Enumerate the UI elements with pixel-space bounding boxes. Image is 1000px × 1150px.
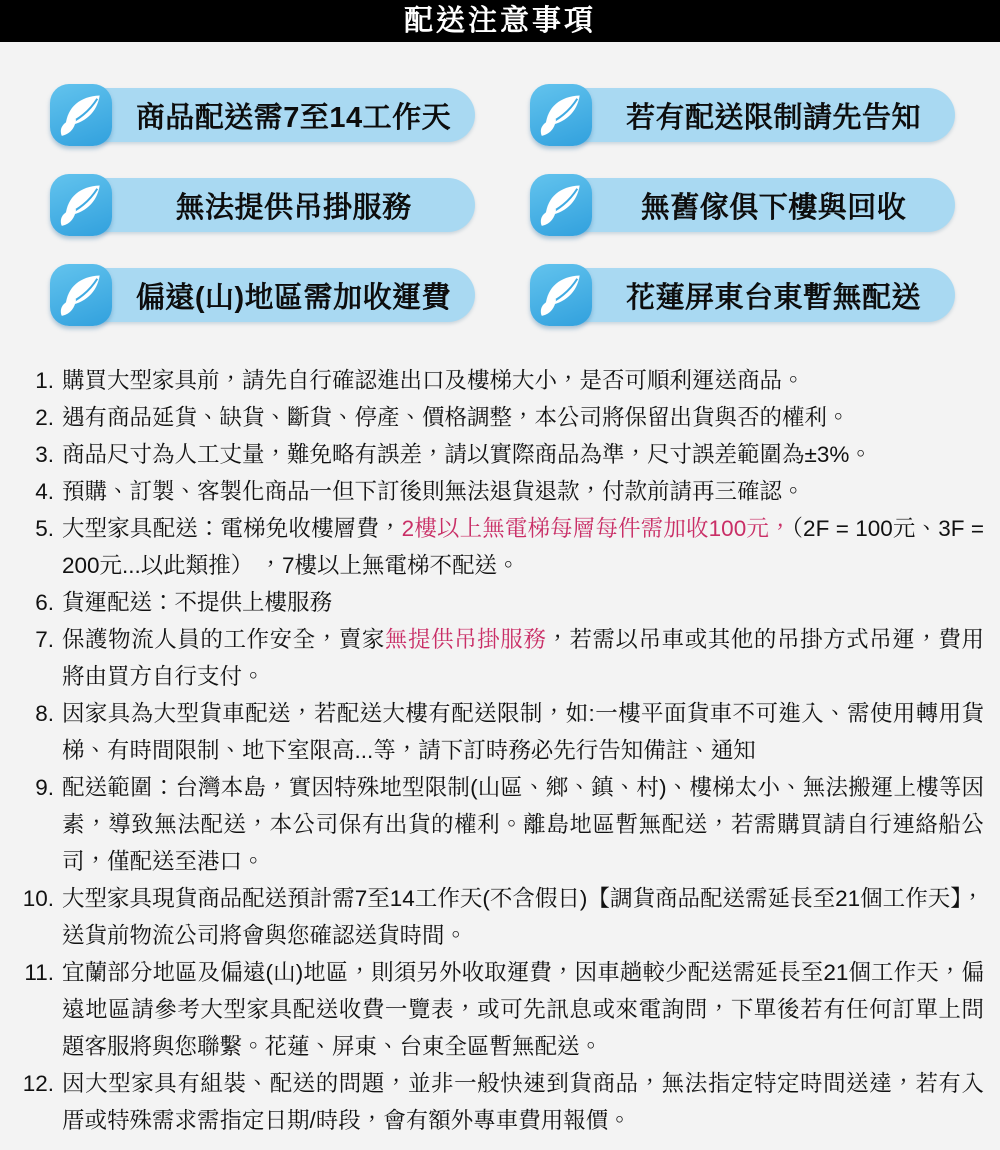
note-text [62, 436, 984, 473]
badge-label: 若有配送限制請先告知 [625, 101, 921, 134]
note-number: 9. [35, 775, 54, 800]
note-number: 5. [35, 516, 54, 541]
note-number: 11. [24, 960, 54, 985]
note-text-segment: （2F = 100元、3F = 200元...以此類推） ，7樓以上無電梯不配送。 [62, 516, 984, 578]
leaf-icon [530, 84, 592, 146]
note-text [62, 954, 984, 1065]
note-text-segment: 商品尺寸為人工丈量，難免略有誤差，請以實際商品為準，尺寸誤差範圍為±3%。 [62, 442, 872, 467]
note-text [62, 769, 984, 880]
badge-label: 無舊傢俱下樓與回收 [640, 191, 907, 224]
badge-label: 花蓮屏東台東暫無配送 [625, 281, 921, 314]
note-text-segment: ，若需以吊車或其他的吊掛方式吊運，費用將由買方自行支付。 [62, 627, 984, 689]
note-item [17, 621, 984, 695]
note-text [62, 1065, 984, 1139]
note-text-segment: 保護物流人員的工作安全，賣家 [62, 627, 385, 652]
leaf-icon [50, 84, 112, 146]
note-number: 1. [35, 368, 54, 393]
note-item [17, 399, 984, 436]
note-text-highlight: 無提供吊掛服務 [384, 627, 547, 652]
note-text [62, 473, 984, 510]
delivery-badge [530, 264, 955, 326]
note-text-segment: 因大型家具有組裝、配送的問題，並非一般快速到貨商品，無法指定特定時間送達，若有入厝或特殊需求需指定日期/時段，會有額外專車費用報價。 [62, 1071, 984, 1133]
note-text-segment: 宜蘭部分地區及偏遠(山)地區，則須另外收取運費，因車趟較少配送需延長至21個工作天，偏遠地區請參考大型家具配送收費一覽表，或可先訊息或來電詢問，下單後若有任何訂單上問題客服將與您聯繫。花蓮、屏東、台東全區暫無配送。 [62, 960, 984, 1059]
delivery-badge [530, 174, 955, 236]
delivery-badge [50, 84, 475, 146]
note-item [17, 510, 984, 584]
badge-grid [0, 42, 1000, 326]
note-text [62, 621, 984, 695]
delivery-badge [530, 84, 955, 146]
note-item [17, 880, 984, 954]
page-title-bar [0, 0, 1000, 42]
note-number: 3. [35, 442, 54, 467]
notes-list [0, 326, 1000, 1139]
note-text-segment: 因家具為大型貨車配送，若配送大樓有配送限制，如:一樓平面貨車不可進入、需使用轉用貨梯、有時間限制、地下室限高...等，請下訂時務必先行告知備註、通知 [62, 701, 984, 763]
note-number: 6. [35, 590, 54, 615]
note-number: 10. [22, 886, 54, 911]
note-text [62, 510, 984, 584]
leaf-icon [530, 174, 592, 236]
note-text-segment: 配送範圍：台灣本島，實因特殊地型限制(山區、鄉、鎮、村)、樓梯太小、無法搬運上樓等因素，導致無法配送，本公司保有出貨的權利。離島地區暫無配送，若需購買請自行連絡船公司，僅配送至港口。 [62, 775, 984, 874]
delivery-badge [50, 174, 475, 236]
note-item [17, 1065, 984, 1139]
note-number: 2. [35, 405, 54, 430]
note-text-segment: 購買大型家具前，請先自行確認進出口及樓梯大小，是否可順利運送商品。 [62, 368, 805, 393]
note-text-segment: 大型家具現貨商品配送預計需7至14工作天(不含假日)【調貨商品配送需延長至21個工作天】，送貨前物流公司將會與您確認送貨時間。 [62, 886, 984, 948]
note-text-segment: 大型家具配送：電梯免收樓層費， [62, 516, 402, 541]
note-text-highlight: 2樓以上無電梯每層每件需加收100元， [401, 516, 792, 541]
note-item [17, 769, 984, 880]
note-text [62, 362, 984, 399]
note-number: 4. [35, 479, 54, 504]
note-item [17, 473, 984, 510]
note-text [62, 695, 984, 769]
badge-label: 商品配送需7至14工作天 [135, 101, 452, 134]
note-item [17, 584, 984, 621]
note-text [62, 880, 984, 954]
page-title: 配送注意事項 [403, 4, 596, 37]
note-item [17, 362, 984, 399]
leaf-icon [50, 174, 112, 236]
note-text-segment: 遇有商品延貨、缺貨、斷貨、停產、價格調整，本公司將保留出貨與否的權利。 [62, 405, 850, 430]
note-item [17, 954, 984, 1065]
note-item [17, 695, 984, 769]
note-item [17, 436, 984, 473]
note-text [62, 399, 984, 436]
leaf-icon [50, 264, 112, 326]
delivery-badge [50, 264, 475, 326]
note-number: 8. [35, 701, 54, 726]
leaf-icon [530, 264, 592, 326]
badge-label: 無法提供吊掛服務 [175, 191, 412, 224]
note-number: 12. [22, 1071, 54, 1096]
note-text-segment: 貨運配送：不提供上樓服務 [62, 590, 333, 615]
note-text-segment: 預購、訂製、客製化商品一但下訂後則無法退貨退款，付款前請再三確認。 [62, 479, 805, 504]
note-text [62, 584, 984, 621]
badge-label: 偏遠(山)地區需加收運費 [135, 281, 452, 314]
note-number: 7. [35, 627, 54, 652]
